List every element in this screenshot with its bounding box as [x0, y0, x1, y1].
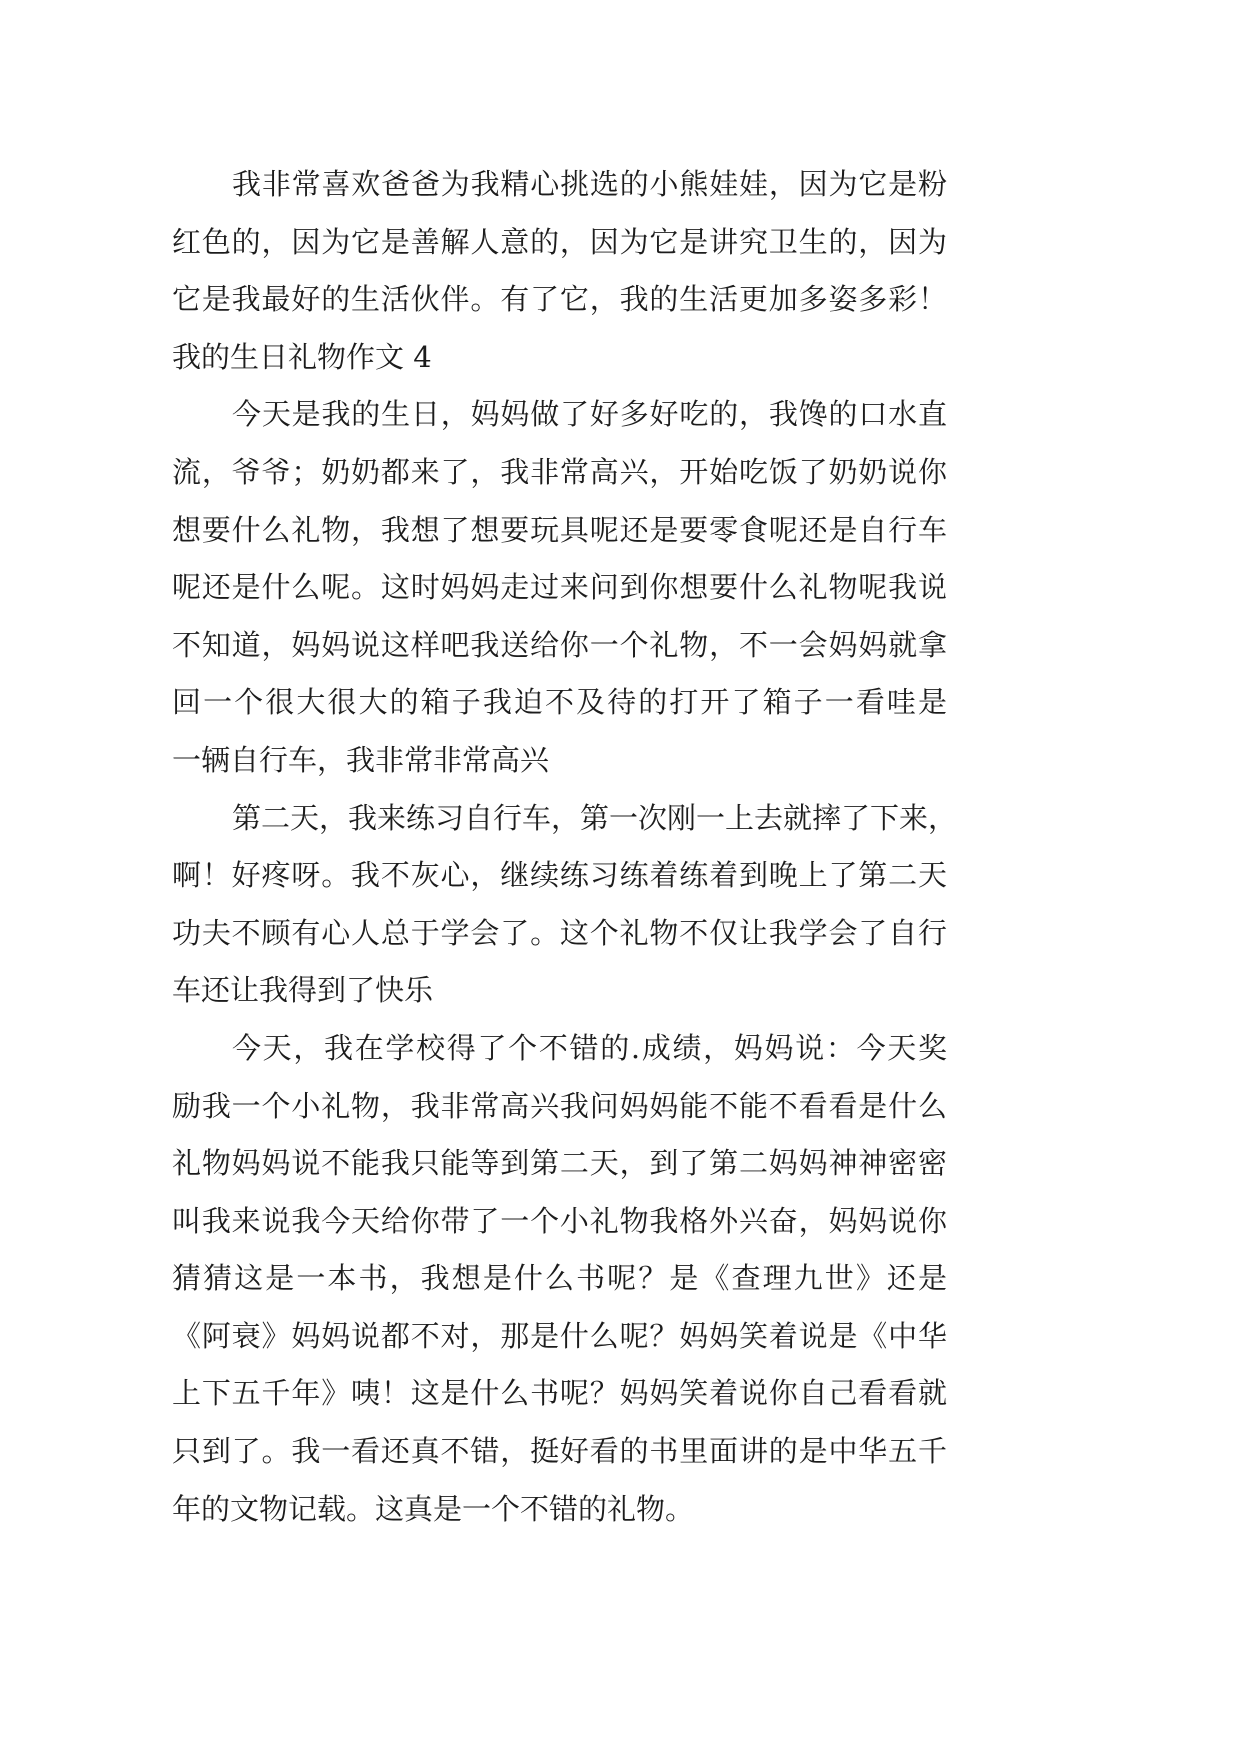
- text-line: 礼物妈妈说不能我只能等到第二天，到了第二妈妈神神密密: [172, 1146, 947, 1181]
- text-line: 上下五千年》咦！这是什么书呢？妈妈笑着说你自己看看就: [172, 1376, 947, 1411]
- text-line: 流，爷爷；奶奶都来了，我非常高兴，开始吃饭了奶奶说你: [172, 454, 947, 489]
- paragraph: [172, 386, 947, 789]
- text-line: 它是我最好的生活伙伴。有了它，我的生活更加多姿多彩！: [172, 282, 947, 317]
- text-line: 第二天，我来练习自行车，第一次刚一上去就摔了下来，: [232, 800, 958, 835]
- paragraph: [172, 1020, 947, 1538]
- text-line: 只到了。我一看还真不错，挺好看的书里面讲的是中华五千: [172, 1434, 947, 1469]
- text-line: 呢还是什么呢。这时妈妈走过来问到你想要什么礼物呢我说: [172, 570, 947, 605]
- text-line: 不知道，妈妈说这样吧我送给你一个礼物，不一会妈妈就拿: [172, 627, 947, 662]
- text-line: 励我一个小礼物，我非常高兴我问妈妈能不能不看看是什么: [172, 1088, 947, 1123]
- text-line: 红色的，因为它是善解人意的，因为它是讲究卫生的，因为: [172, 224, 947, 259]
- section-heading: 我的生日礼物作文 4: [172, 339, 432, 374]
- text-line: 我非常喜欢爸爸为我精心挑选的小熊娃娃，因为它是粉: [232, 167, 947, 201]
- text-line: 回一个很大很大的箱子我迫不及待的打开了箱子一看哇是: [172, 685, 947, 720]
- text-line: 啊！好疼呀。我不灰心，继续练习练着练着到晚上了第二天: [172, 858, 947, 893]
- text-line: 猜猜这是一本书，我想是什么书呢？是《查理九世》还是: [172, 1261, 947, 1296]
- text-line: 一辆自行车，我非常非常高兴: [172, 742, 550, 777]
- text-line: 想要什么礼物，我想了想要玩具呢还是要零食呢还是自行车: [172, 512, 947, 547]
- text-line: 功夫不顾有心人总于学会了。这个礼物不仅让我学会了自行: [172, 915, 947, 950]
- paragraph: [172, 790, 958, 1020]
- text-line: 今天，我在学校得了个不错的.成绩，妈妈说：今天奖: [232, 1030, 947, 1065]
- document-body: [172, 156, 958, 1538]
- paragraph: [172, 156, 947, 329]
- text-line: 今天是我的生日，妈妈做了好多好吃的，我馋的口水直: [232, 397, 947, 432]
- text-line: 叫我来说我今天给你带了一个小礼物我格外兴奋，妈妈说你: [172, 1203, 947, 1238]
- text-line: 车还让我得到了快乐: [172, 973, 434, 1008]
- text-line: 《阿衰》妈妈说都不对，那是什么呢？妈妈笑着说是《中华: [172, 1318, 947, 1353]
- text-line: 年的文物记载。这真是一个不错的礼物。: [172, 1491, 695, 1526]
